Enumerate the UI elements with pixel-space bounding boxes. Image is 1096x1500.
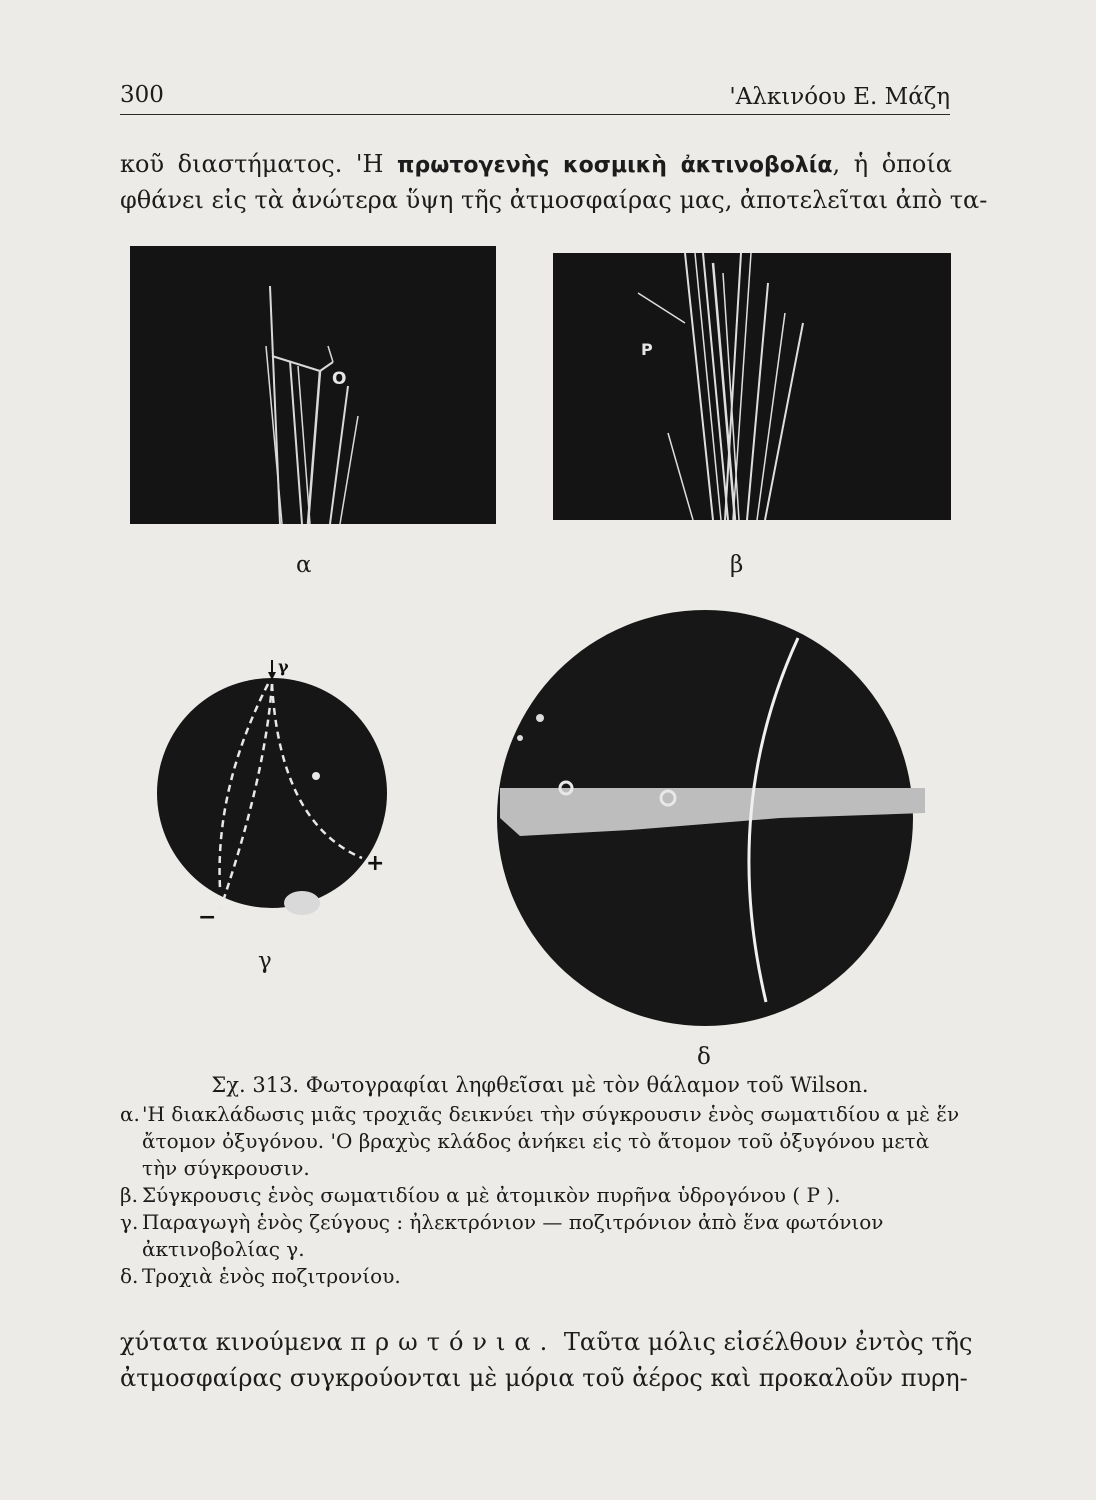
bold-term: πρωτογενὴς κοσμικὴ ἀκτινοβολία [397, 153, 833, 178]
caption-item-gamma: γ. Παραγωγὴ ἑνὸς ζεύγους : ἠλεκτρόνιον — ποζιτρόνιον ἀπὸ ἕνα φωτόνιον ἀκτινοβολίας γ. [120, 1210, 884, 1261]
gamma-minus-mark: − [198, 905, 217, 930]
caption-title: Σχ. 313. Φωτογραφίαι ληφθεῖσαι μὲ τὸν θάλαμον τοῦ Wilson. [211, 1073, 869, 1097]
figure-gamma-label: γ [258, 948, 272, 974]
figure-alpha-photo [130, 246, 496, 524]
top-paragraph [120, 146, 988, 218]
bottom-line-2: ἀτμοσφαίρας συγκρούονται μὲ μόρια τοῦ ἀέρος καὶ προκαλοῦν πυρη- [120, 1364, 968, 1392]
caption-item-delta: δ. Τροχιὰ ἑνὸς ποζιτρονίου. [120, 1264, 401, 1288]
figure-beta-label: β [730, 552, 744, 578]
figure-gamma-photo [130, 648, 400, 938]
spaced-term: πρωτόνια. [350, 1328, 557, 1356]
figure-caption [120, 1072, 960, 1290]
gamma-top-mark: γ [278, 657, 289, 676]
bottom-line-1: χύτατα κινούμενα πρωτόνια. Ταῦτα μόλις εἰσέλθουν ἐντὸς τῆς [120, 1328, 973, 1356]
gamma-plus-mark: + [366, 851, 385, 876]
top-line-2: φθάνει εἰς τὰ ἀνώτερα ὕψη τῆς ἀτμοσφαίρας μας, ἀποτελεῖται ἀπὸ τα- [120, 186, 988, 214]
page-number: 300 [120, 82, 164, 108]
alpha-mark: O [332, 369, 347, 389]
beta-mark: P [641, 340, 653, 359]
figure-delta-photo [480, 608, 932, 1028]
caption-item-beta: β. Σύγκρουσις ἑνὸς σωματιδίου α μὲ ἀτομικὸν πυρῆνα ὑδρογόνου ( P ). [120, 1183, 841, 1207]
page-header [120, 78, 950, 115]
figure-delta-label: δ [697, 1044, 711, 1070]
figure-alpha-label: α [296, 552, 312, 578]
caption-item-alpha: α. 'Η διακλάδωσις μιᾶς τροχιᾶς δεικνύει τὴν σύγκρουσιν ἑνὸς σωματιδίου α μὲ ἕν ἄτομον ὀξυγόνου. 'Ο βραχὺς κλάδος ἀνήκει εἰς τὸ ἄτομον τοῦ ὀξυγόνου μετὰ τὴν σύγκρουσιν. [120, 1102, 960, 1180]
running-head: 'Αλκινόου Ε. Μάζη [729, 84, 950, 110]
bottom-paragraph [120, 1324, 973, 1396]
top-line-1: κοῦ διαστήματος. 'Η πρωτογενὴς κοσμικὴ ἀκτινοβολία, ἡ ὁποία [120, 150, 952, 178]
figure-beta-photo [553, 253, 951, 520]
